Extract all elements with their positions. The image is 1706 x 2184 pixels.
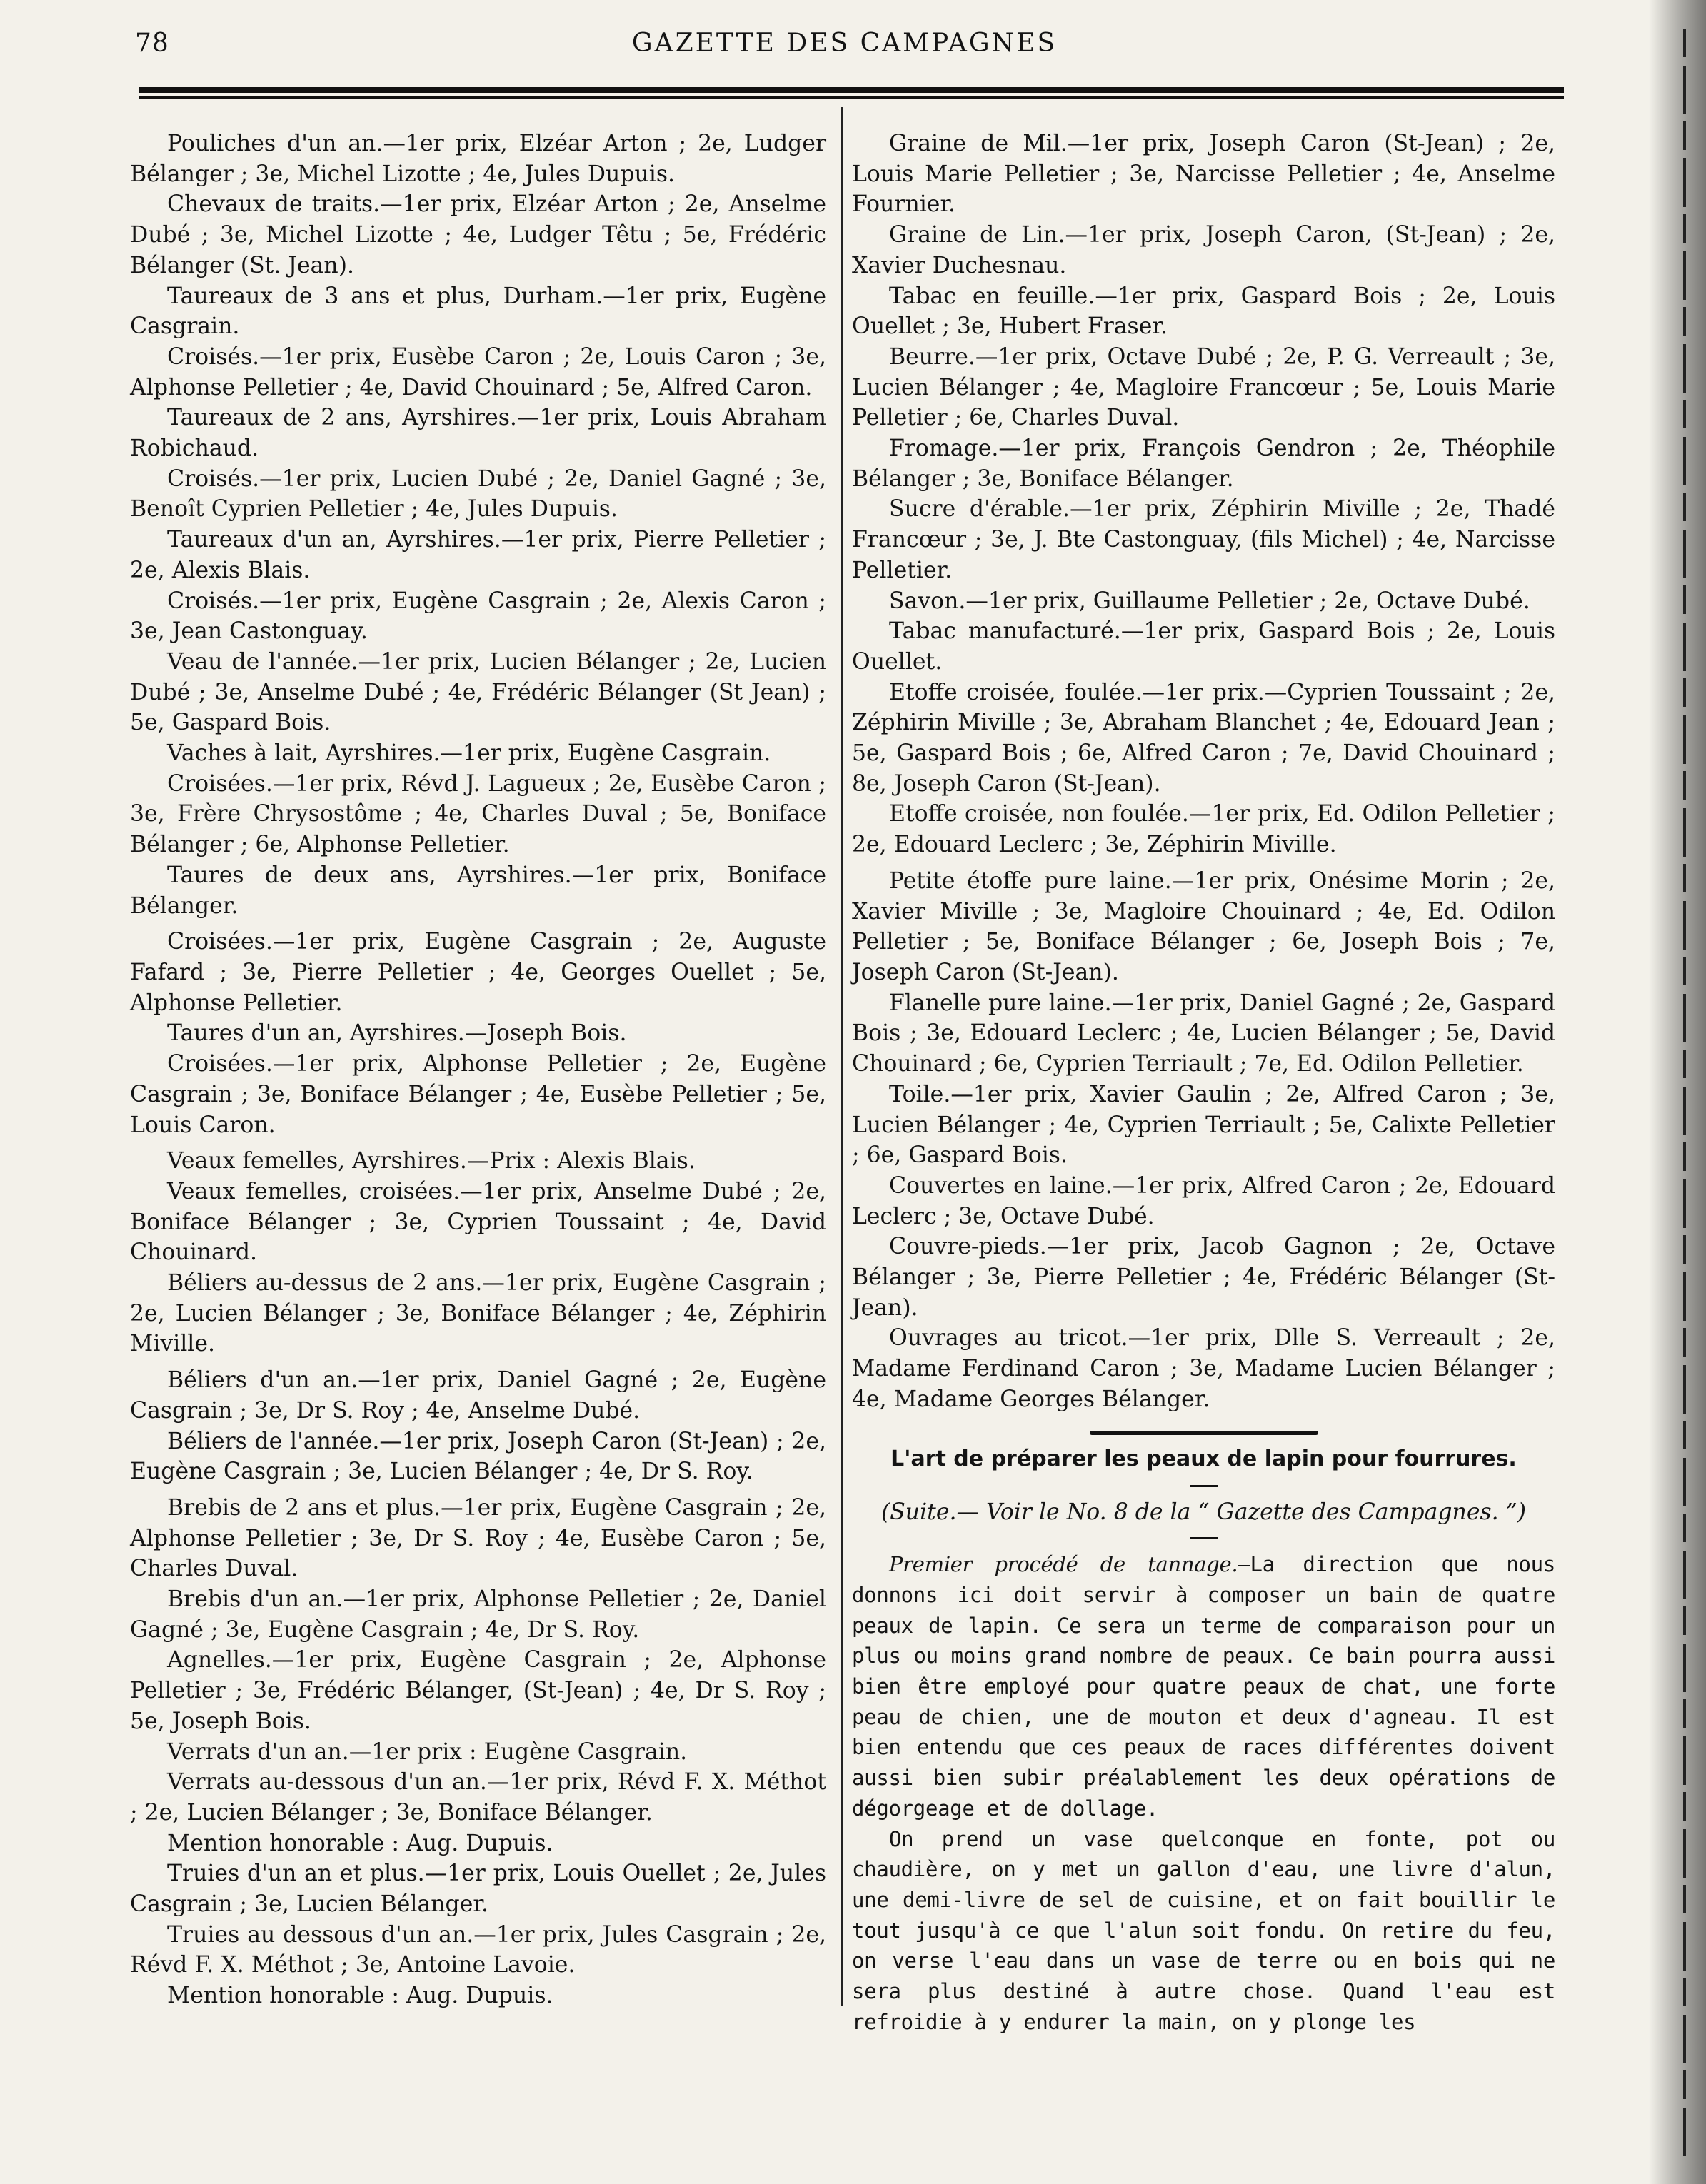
prize-entry: Croisées.—1er prix, Alphonse Pelletier ; 2e, Eugène Casgrain ; 3e, Boniface Bélanger ; 4e, Eusèbe Pelletier ; 5e, Louis Caron. — [130, 1051, 826, 1138]
source-dash — [1190, 1537, 1218, 1539]
article-paragraph — [852, 1549, 1555, 1823]
prize-entry: Brebis de 2 ans et plus.—1er prix, Eugène Casgrain ; 2e, Alphonse Pelletier ; 3e, Dr S. Roy ; 4e, Eusèbe Caron ; 5e, Charles Duval. — [130, 1494, 826, 1582]
prize-entry: Veaux femelles, croisées.—1er prix, Anselme Dubé ; 2e, Boniface Bélanger ; 3e, Cyprien Toussaint ; 4e, David Chouinard. — [130, 1178, 826, 1266]
prize-entry: Verrats au-dessous d'un an.—1er prix, Révd F. X. Méthot ; 2e, Lucien Bélanger ; 3e, Boniface Bélanger. — [130, 1769, 826, 1826]
prize-entry: Croisées.—1er prix, Révd J. Lagueux ; 2e, Eusèbe Caron ; 3e, Frère Chrysostôme ; 4e, Charles Duval ; 5e, Boniface Bélanger ; 6e, Alphonse Pelletier. — [130, 770, 826, 858]
prize-entry: Croisées.—1er prix, Eugène Casgrain ; 2e, Auguste Fafard ; 3e, Pierre Pelletier ; 4e, Georges Ouellet ; 5e, Alphonse Pelletier. — [130, 929, 826, 1016]
prize-entry: Etoffe croisée, foulée.—1er prix.—Cyprien Toussaint ; 2e, Zéphirin Miville ; 3e, Abraham Blanchet ; 4e, Edouard Jean ; 5e, Gaspard Bois ; 6e, Alfred Caron ; 7e, David Chouinard ; 8e, Joseph Caron (St-Jean). — [852, 679, 1555, 797]
prize-entry: Taures d'un an, Ayrshires.—Joseph Bois. — [167, 1020, 627, 1047]
prize-entry: Savon.—1er prix, Guillaume Pelletier ; 2e, Octave Dubé. — [889, 588, 1530, 614]
prize-entry: Sucre d'érable.—1er prix, Zéphirin Miville ; 2e, Thadé Francœur ; 3e, J. Bte Castonguay, (fils Michel) ; 4e, Narcisse Pelletier. — [852, 496, 1555, 583]
prize-entry: Taureaux de 2 ans, Ayrshires.—1er prix, Louis Abraham Robichaud. — [130, 405, 826, 462]
section-separator-rule — [1090, 1431, 1318, 1435]
running-title: GAZETTE DES CAMPAGNES — [631, 29, 1058, 58]
prize-entry: Vaches à lait, Ayrshires.—1er prix, Eugène Casgrain. — [167, 740, 771, 767]
prize-entry: Pouliches d'un an.—1er prix, Elzéar Arton ; 2e, Ludger Bélanger ; 3e, Michel Lizotte ; 4e, Jules Dupuis. — [130, 131, 826, 187]
article-paragraph: On prend un vase quelconque en fonte, pot ou chaudière, on y met un gallon d'eau, une livre d'alun, une demi-livre de sel de cuisine, et on fait bouillir le tout jusqu'à ce que l'alun soit fondu. On retire du feu, on verse l'eau dans un vase de terre ou en bois qui ne sera plus destiné à autre chose. Quand l'eau est refroidie à y endurer la main, on y plonge les — [852, 1826, 1555, 2034]
prize-entry: Graine de Lin.—1er prix, Joseph Caron, (St-Jean) ; 2e, Xavier Duchesnau. — [852, 222, 1555, 278]
page-binding-edge — [1649, 0, 1706, 2184]
prize-entry: Graine de Mil.—1er prix, Joseph Caron (St-Jean) ; 2e, Louis Marie Pelletier ; 3e, Narcisse Pelletier ; 4e, Anselme Fournier. — [852, 131, 1555, 218]
prize-entry: Petite étoffe pure laine.—1er prix, Onésime Morin ; 2e, Xavier Miville ; 3e, Magloire Chouinard ; 4e, Ed. Odilon Pelletier ; 5e, Boniface Bélanger ; 6e, Joseph Bois ; 7e, Joseph Caron (St-Jean). — [852, 867, 1555, 985]
article-source: (Suite.— Voir le No. 8 de la “ Gazette des Campagnes. ”) — [880, 1499, 1527, 1525]
prize-entry: Couvre-pieds.—1er prix, Jacob Gagnon ; 2e, Octave Bélanger ; 3e, Pierre Pelletier ; 4e, Frédéric Bélanger (St-Jean). — [852, 1234, 1555, 1321]
prize-entry: Verrats d'un an.—1er prix : Eugène Casgrain. — [167, 1738, 688, 1765]
column-divider — [841, 107, 843, 2006]
paragraph-text: —La direction que nous donnons ici doit servir à composer un bain de quatre peaux de lapin. Ce sera un terme de comparaison pour un plus ou moins grand nombre de peaux. Ce bain pourra aussi bien être employé pour quatre peaux de chat, une forte peau de chien, une de mouton et deux d'agneau. Il est bien entendu que ces peaux de races différentes doivent aussi bien subir préalablement les deux opérations de dégorgeage et de dollage. — [852, 1552, 1555, 1821]
prize-entry: Etoffe croisée, non foulée.—1er prix, Ed. Odilon Pelletier ; 2e, Edouard Leclerc ; 3e, Zéphirin Miville. — [852, 801, 1555, 858]
prize-entry: Beurre.—1er prix, Octave Dubé ; 2e, P. G. Verreault ; 3e, Lucien Bélanger ; 4e, Magloire Francœur ; 5e, Louis Marie Pelletier ; 6e, Charles Duval. — [852, 343, 1555, 431]
prize-entry: Mention honorable : Aug. Dupuis. — [167, 1983, 553, 2009]
right-column — [852, 129, 1555, 2037]
page-number: 78 — [135, 29, 169, 58]
prize-entry: Truies au dessous d'un an.—1er prix, Jules Casgrain ; 2e, Révd F. X. Méthot ; 3e, Antoine Lavoie. — [130, 1921, 826, 1978]
prize-entry: Veaux femelles, Ayrshires.—Prix : Alexis Blais. — [167, 1148, 696, 1174]
prize-entry: Béliers d'un an.—1er prix, Daniel Gagné ; 2e, Eugène Casgrain ; 3e, Dr S. Roy ; 4e, Anselme Dubé. — [130, 1367, 826, 1424]
prize-entry: Béliers de l'année.—1er prix, Joseph Caron (St-Jean) ; 2e, Eugène Casgrain ; 3e, Lucien Bélanger ; 4e, Dr S. Roy. — [130, 1428, 826, 1485]
page-header — [125, 23, 1564, 66]
prize-entry: Ouvrages au tricot.—1er prix, Dlle S. Verreault ; 2e, Madame Ferdinand Caron ; 3e, Madame Lucien Bélanger ; 4e, Madame Georges Bélanger. — [852, 1325, 1555, 1412]
header-double-rule — [139, 87, 1564, 99]
prize-entry: Agnelles.—1er prix, Eugène Casgrain ; 2e, Alphonse Pelletier ; 3e, Frédéric Bélanger, (St-Jean) ; 4e, Dr S. Roy ; 5e, Joseph Bois. — [130, 1647, 826, 1734]
prize-entry: Croisés.—1er prix, Lucien Dubé ; 2e, Daniel Gagné ; 3e, Benoît Cyprien Pelletier ; 4e, Jules Dupuis. — [130, 466, 826, 523]
prize-entry: Tabac en feuille.—1er prix, Gaspard Bois ; 2e, Louis Ouellet ; 3e, Hubert Fraser. — [852, 283, 1555, 340]
prize-entry: Croisés.—1er prix, Eusèbe Caron ; 2e, Louis Caron ; 3e, Alphonse Pelletier ; 4e, David Chouinard ; 5e, Alfred Caron. — [130, 343, 826, 401]
prize-entry: Chevaux de traits.—1er prix, Elzéar Arton ; 2e, Anselme Dubé ; 3e, Michel Lizotte ; 4e, Ludger Têtu ; 5e, Frédéric Bélanger (St. Jean). — [130, 191, 826, 278]
prize-entry: Toile.—1er prix, Xavier Gaulin ; 2e, Alfred Caron ; 3e, Lucien Bélanger ; 4e, Cyprien Terriault ; 5e, Calixte Pelletier ; 6e, Gaspard Bois. — [852, 1081, 1555, 1169]
prize-entry: Taureaux de 3 ans et plus, Durham.—1er prix, Eugène Casgrain. — [130, 283, 826, 340]
prize-entry: Tabac manufacturé.—1er prix, Gaspard Bois ; 2e, Louis Ouellet. — [852, 618, 1555, 675]
prize-entry: Taureaux d'un an, Ayrshires.—1er prix, Pierre Pelletier ; 2e, Alexis Blais. — [130, 527, 826, 583]
prize-entry: Couvertes en laine.—1er prix, Alfred Caron ; 2e, Edouard Leclerc ; 3e, Octave Dubé. — [852, 1172, 1555, 1229]
prize-entry: Truies d'un an et plus.—1er prix, Louis Ouellet ; 2e, Jules Casgrain ; 3e, Lucien Bélanger. — [130, 1861, 826, 1918]
title-dash — [1190, 1485, 1218, 1487]
prize-entry: Flanelle pure laine.—1er prix, Daniel Gagné ; 2e, Gaspard Bois ; 3e, Edouard Leclerc ; 4e, Lucien Bélanger ; 5e, David Chouinard ; 6e, Cyprien Terriault ; 7e, Ed. Odilon Pelletier. — [852, 990, 1555, 1077]
article-title: L'art de préparer les peaux de lapin pour fourrures. — [890, 1446, 1517, 1471]
binding-stitches — [1683, 29, 1686, 2156]
prize-entry: Taures de deux ans, Ayrshires.—1er prix, Boniface Bélanger. — [130, 862, 826, 919]
prize-entry: Béliers au-dessus de 2 ans.—1er prix, Eugène Casgrain ; 2e, Lucien Bélanger ; 3e, Boniface Bélanger ; 4e, Zéphirin Miville. — [130, 1270, 826, 1357]
prize-entry: Fromage.—1er prix, François Gendron ; 2e, Théophile Bélanger ; 3e, Boniface Bélanger. — [852, 436, 1555, 492]
paragraph-lead: Premier procédé de tannage. — [889, 1552, 1238, 1577]
prize-entry: Mention honorable : Aug. Dupuis. — [167, 1830, 553, 1856]
prize-entry: Croisés.—1er prix, Eugène Casgrain ; 2e, Alexis Caron ; 3e, Jean Castonguay. — [130, 588, 826, 645]
prize-entry: Brebis d'un an.—1er prix, Alphonse Pelletier ; 2e, Daniel Gagné ; 3e, Eugène Casgrain ; 4e, Dr S. Roy. — [130, 1586, 826, 1643]
prize-entry: Veau de l'année.—1er prix, Lucien Bélanger ; 2e, Lucien Dubé ; 3e, Anselme Dubé ; 4e, Frédéric Bélanger (St Jean) ; 5e, Gaspard Bois. — [130, 648, 826, 736]
left-column — [130, 129, 826, 2011]
